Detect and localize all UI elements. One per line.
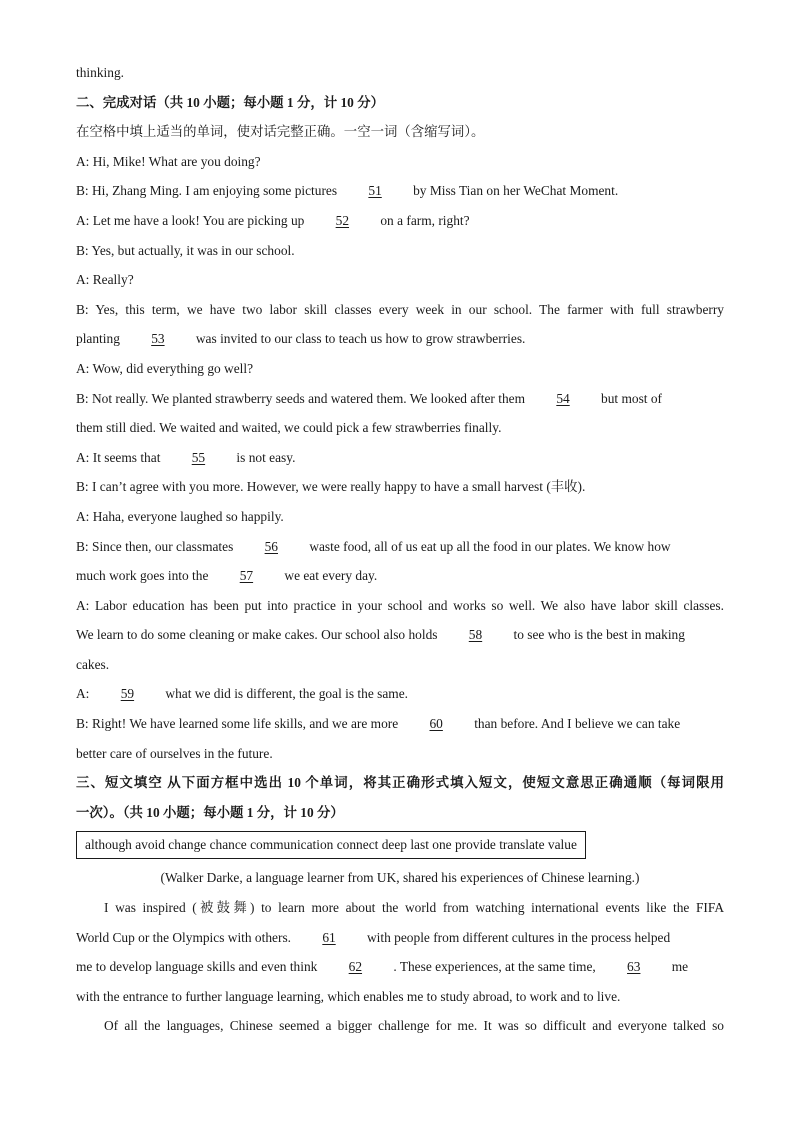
text: A: Haha, everyone laughed so happily. bbox=[76, 508, 284, 524]
blank-56[interactable]: 56 bbox=[264, 538, 278, 554]
blank-58[interactable]: 58 bbox=[468, 627, 483, 643]
text: We learn to do some cleaning or make cakes. Our school also holds bbox=[76, 627, 438, 643]
blank-59[interactable]: 59 bbox=[120, 686, 135, 702]
dialogue-line bbox=[76, 620, 724, 650]
text-line bbox=[76, 58, 724, 88]
text: better care of ourselves in the future. bbox=[76, 745, 273, 761]
dialogue-line bbox=[76, 472, 724, 502]
text: to see who is the best in making bbox=[513, 627, 685, 643]
text: A: Hi, Mike! What are you doing? bbox=[76, 153, 261, 169]
text: what we did is different, the goal is the same. bbox=[165, 686, 408, 702]
text: cakes. bbox=[76, 656, 110, 672]
text: 三、短文填空 从下面方框中选出 10 个单词，将其正确形式填入短文，使短文意思正确通顺（每词限用 bbox=[76, 775, 724, 791]
passage-line bbox=[76, 1011, 724, 1041]
word-box-row bbox=[76, 827, 724, 863]
blank-55[interactable]: 55 bbox=[191, 449, 206, 465]
dialogue-line bbox=[76, 591, 724, 621]
text: with the entrance to further language learning, which enables me to study abroad, to work and to live. bbox=[76, 988, 621, 1004]
text: with people from different cultures in the process helped bbox=[367, 929, 671, 945]
dialogue-line bbox=[76, 265, 724, 295]
dialogue-line bbox=[76, 532, 724, 562]
text: B: Not really. We planted strawberry seeds and watered them. We looked after them bbox=[76, 390, 526, 406]
section-2-instructions bbox=[76, 117, 724, 147]
blank-61[interactable]: 61 bbox=[322, 929, 336, 945]
passage-line bbox=[76, 893, 724, 923]
dialogue-line bbox=[76, 206, 724, 236]
text: we eat every day. bbox=[284, 568, 378, 584]
text: World Cup or the Olympics with others. bbox=[76, 929, 292, 945]
text: I was inspired (被鼓舞) to learn more about the world from watching international events like the FIFA bbox=[104, 900, 724, 916]
text: B: I can’t agree with you more. However, we were really happy to have a small harvest (丰收). bbox=[76, 479, 586, 495]
text: 在空格中填上适当的单词，使对话完整正确。一空一词（含缩写词）。 bbox=[76, 124, 485, 140]
dialogue-line bbox=[76, 147, 724, 177]
blank-62[interactable]: 62 bbox=[348, 959, 363, 975]
text: by Miss Tian on her WeChat Moment. bbox=[413, 183, 619, 199]
blank-53[interactable]: 53 bbox=[151, 331, 165, 347]
text: B: Right! We have learned some life skills, and we are more bbox=[76, 716, 399, 732]
text: planting bbox=[76, 331, 120, 347]
text: much work goes into the bbox=[76, 568, 209, 584]
dialogue-line bbox=[76, 561, 724, 591]
text: 二、完成对话（共 10 小题；每小题 1 分，计 10 分） bbox=[76, 94, 384, 110]
text: A: Labor education has been put into practice in your school and works so well. We also have labor skill classes. bbox=[76, 597, 724, 613]
passage-line bbox=[76, 982, 724, 1012]
section-2-title bbox=[76, 88, 724, 118]
dialogue-line bbox=[76, 443, 724, 473]
section-3-title-cont bbox=[76, 798, 724, 828]
dialogue-line bbox=[76, 324, 724, 354]
text: A: It seems that bbox=[76, 449, 161, 465]
dialogue-line bbox=[76, 236, 724, 266]
blank-54[interactable]: 54 bbox=[556, 390, 570, 406]
text: B: Since then, our classmates bbox=[76, 538, 234, 554]
dialogue-line bbox=[76, 679, 724, 709]
dialogue-line bbox=[76, 384, 724, 414]
text: A: Wow, did everything go well? bbox=[76, 360, 254, 376]
text: waste food, all of us eat up all the food in our plates. We know how bbox=[309, 538, 671, 554]
dialogue-line bbox=[76, 739, 724, 769]
blank-51[interactable]: 51 bbox=[368, 183, 382, 199]
text: was invited to our class to teach us how to grow strawberries. bbox=[195, 331, 526, 347]
text: me to develop language skills and even think bbox=[76, 959, 318, 975]
blank-52[interactable]: 52 bbox=[335, 212, 350, 228]
passage-line bbox=[76, 952, 724, 982]
dialogue-line bbox=[76, 354, 724, 384]
text: on a farm, right? bbox=[380, 212, 470, 228]
text: them still died. We waited and waited, we could pick a few strawberries finally. bbox=[76, 420, 502, 436]
text: A: bbox=[76, 686, 90, 702]
text: but most of bbox=[601, 390, 663, 406]
text: B: Yes, this term, we have two labor skill classes every week in our school. The farmer with full strawberry bbox=[76, 301, 724, 317]
dialogue-line bbox=[76, 502, 724, 532]
word-box: although avoid change chance communication connect deep last one provide translate value bbox=[76, 831, 586, 859]
exam-page bbox=[76, 58, 724, 1041]
dialogue-line bbox=[76, 709, 724, 739]
text: than before. And I believe we can take bbox=[474, 716, 681, 732]
blank-57[interactable]: 57 bbox=[239, 568, 254, 584]
text: B: Hi, Zhang Ming. I am enjoying some pictures bbox=[76, 183, 338, 199]
passage-line bbox=[76, 923, 724, 953]
blank-63[interactable]: 63 bbox=[627, 959, 641, 975]
dialogue-line bbox=[76, 650, 724, 680]
text: B: Yes, but actually, it was in our school. bbox=[76, 242, 295, 258]
dialogue-line bbox=[76, 413, 724, 443]
section-3-title bbox=[76, 768, 724, 798]
text: me bbox=[671, 959, 689, 975]
text: Of all the languages, Chinese seemed a bigger challenge for me. It was so difficult and everyone talked so bbox=[104, 1018, 724, 1034]
text: 一次）。（共 10 小题；每小题 1 分，计 10 分） bbox=[76, 804, 344, 820]
text: A: Let me have a look! You are picking up bbox=[76, 212, 305, 228]
blank-60[interactable]: 60 bbox=[429, 716, 443, 732]
text: . These experiences, at the same time, bbox=[393, 959, 596, 975]
dialogue-line bbox=[76, 295, 724, 325]
text: thinking. bbox=[76, 65, 124, 80]
text: (Walker Darke, a language learner from UK, shared his experiences of Chinese learning.) bbox=[160, 870, 640, 886]
text: is not easy. bbox=[236, 449, 296, 465]
dialogue-line bbox=[76, 176, 724, 206]
text: A: Really? bbox=[76, 272, 134, 288]
passage-intro bbox=[76, 863, 724, 893]
